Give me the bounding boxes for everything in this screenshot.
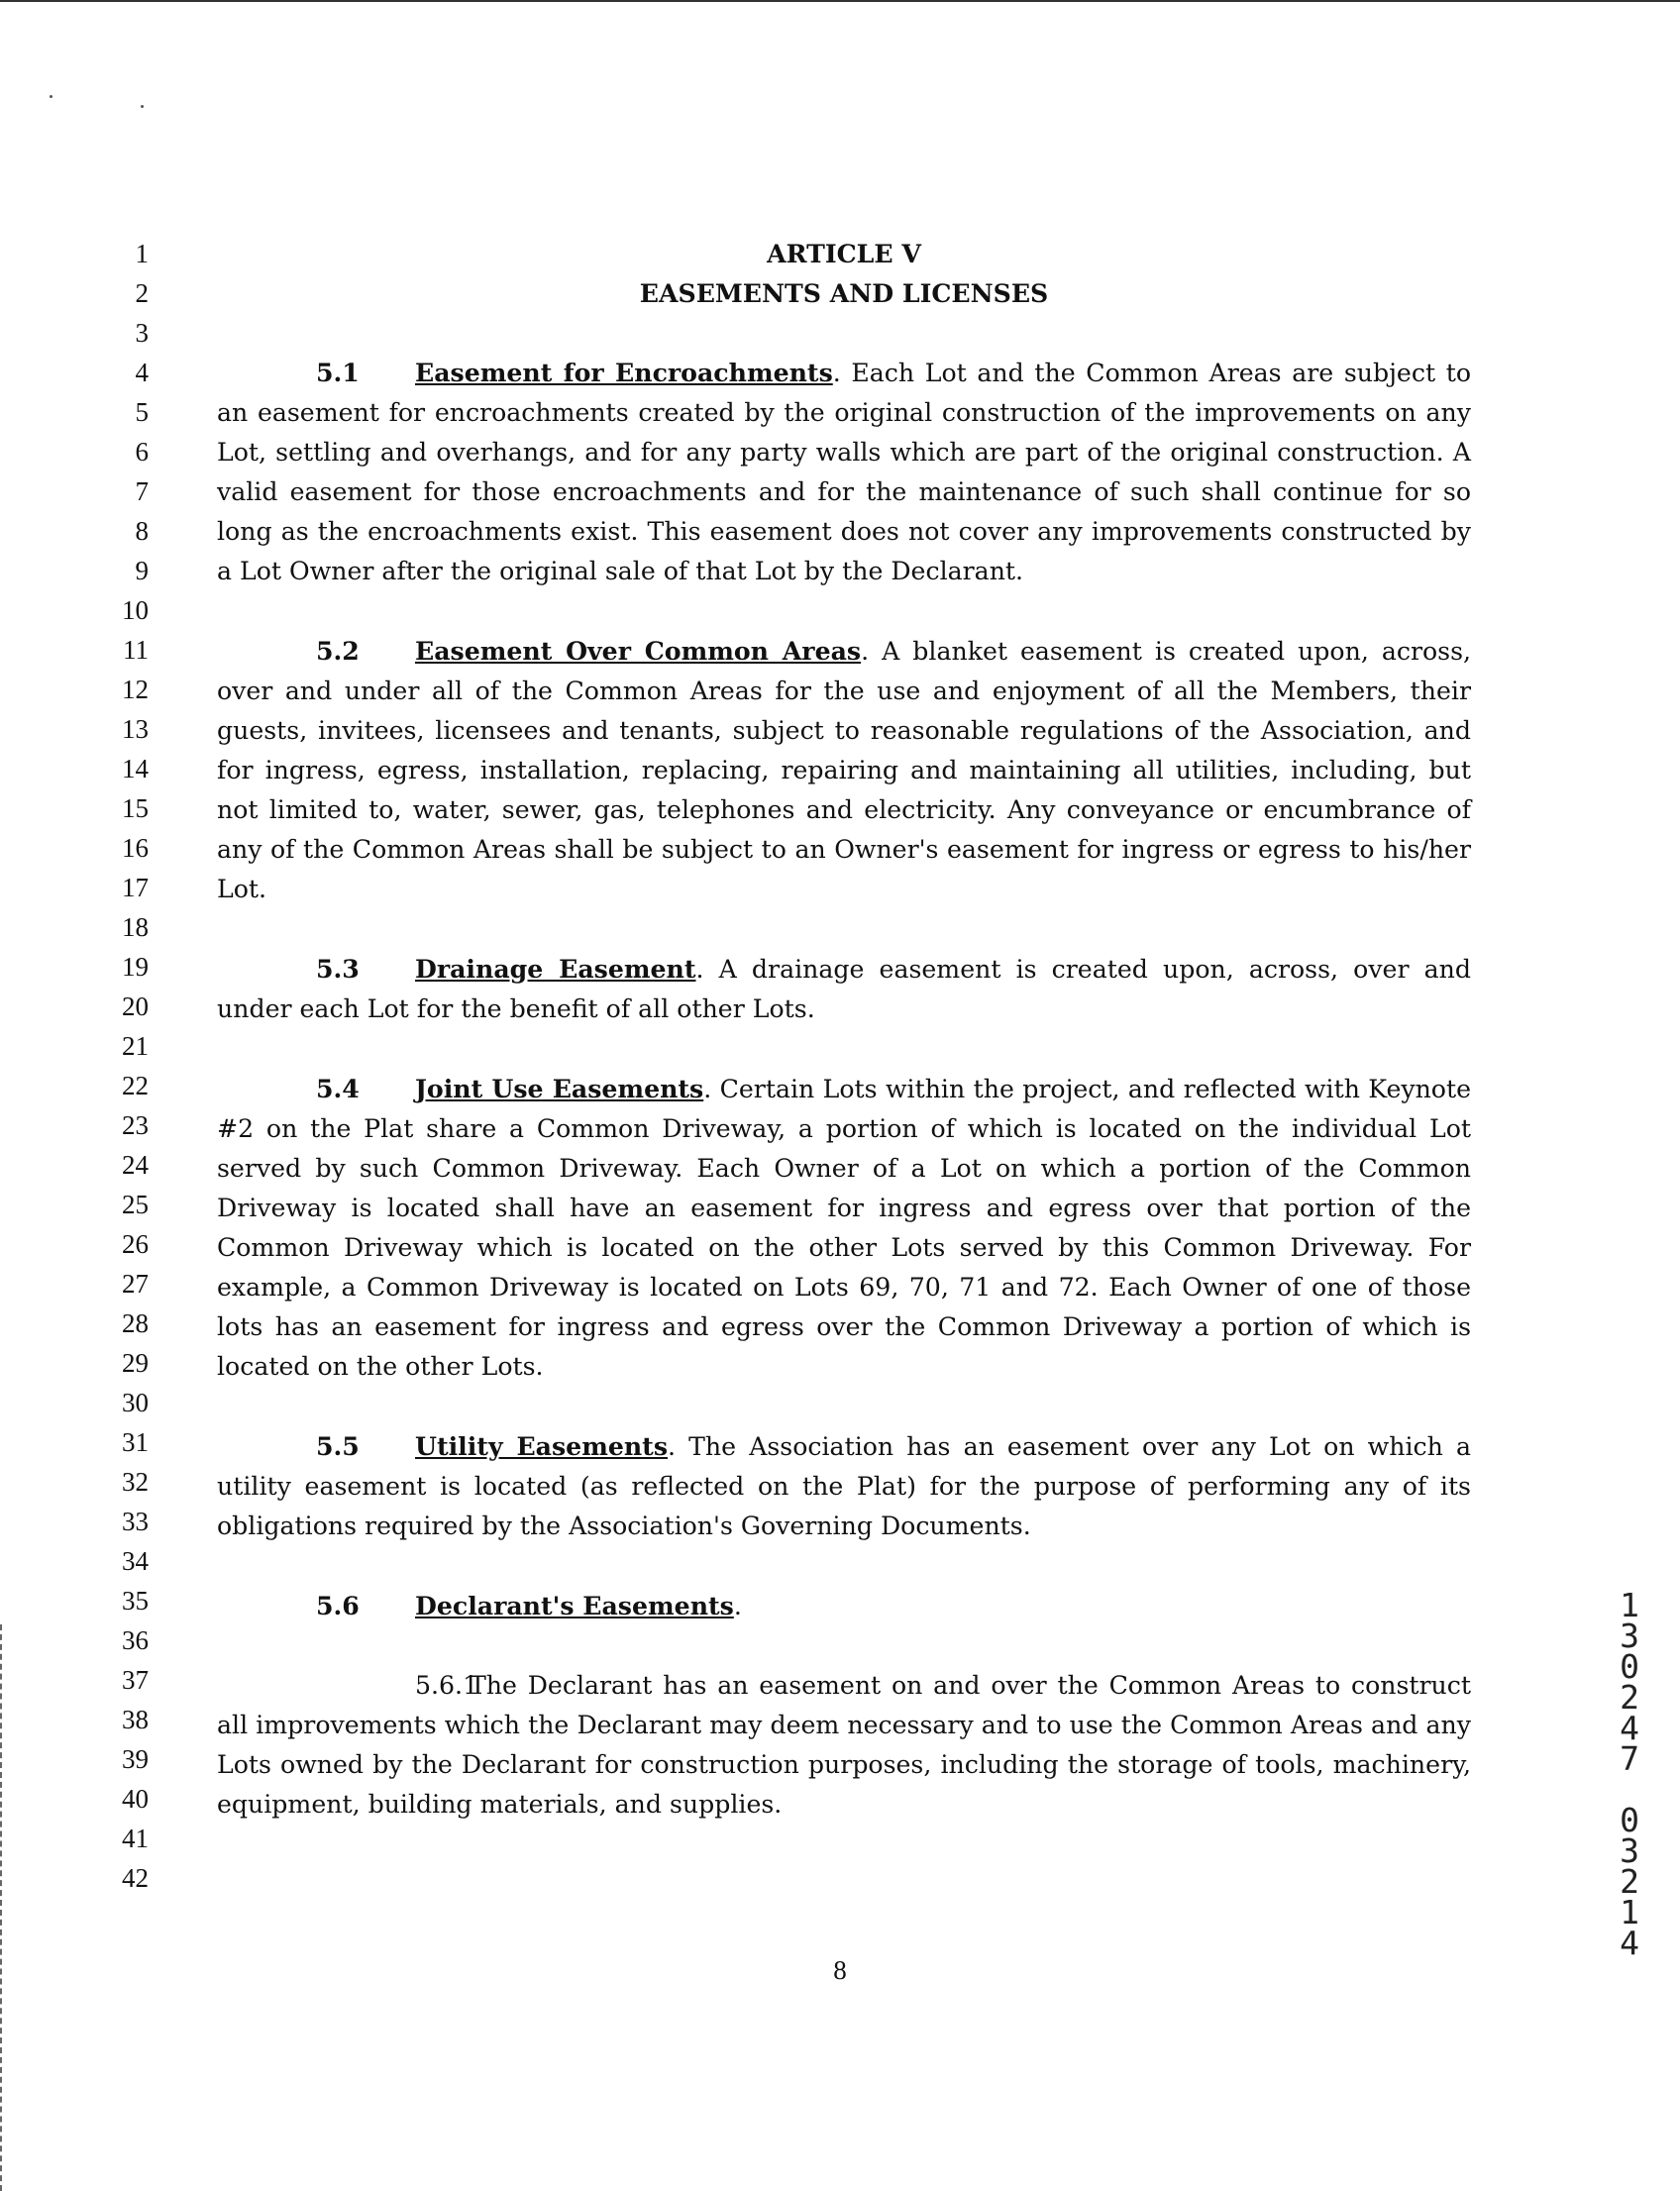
line-number: 1: [135, 239, 149, 268]
section-heading: Easement Over Common Areas: [415, 636, 862, 666]
line-number: 26: [122, 1229, 149, 1259]
line-number: 34: [122, 1546, 149, 1576]
subsection-number: 5.6.1: [415, 1671, 479, 1700]
section-5-1: [217, 353, 1471, 591]
line-number: 31: [122, 1427, 149, 1457]
section-text: . A drainage easement is created upon, across, over and under each Lot for the benefit of all other Lots.: [217, 955, 1471, 1023]
line-number: 36: [122, 1625, 149, 1655]
line-number-column: [109, 234, 149, 1898]
stamp-digit: 4: [1620, 1924, 1639, 1962]
line-number: 25: [122, 1190, 149, 1219]
subsection-5-6-1: [217, 1666, 1471, 1825]
section-5-2: [217, 631, 1471, 909]
section-text: . The Association has an easement over any Lot on which a utility easement is located (as reflected on the Plat) for the purpose of performing any of its obligations required by the Association's Governing Documents.: [217, 1432, 1471, 1540]
line-number: 6: [135, 437, 149, 467]
line-number: 4: [135, 358, 149, 387]
section-number: 5.4: [316, 1074, 360, 1103]
line-number: 15: [122, 793, 149, 823]
section-number: 5.6: [316, 1591, 360, 1620]
stamp-digit: 1: [1620, 1586, 1639, 1624]
line-number: 27: [122, 1269, 149, 1299]
line-number: 35: [122, 1586, 149, 1616]
scan-speck: [50, 95, 52, 98]
stamp-digit: 2: [1620, 1862, 1639, 1901]
line-number: 42: [122, 1863, 149, 1893]
article-title: ARTICLE V: [767, 239, 921, 268]
line-number: 37: [122, 1665, 149, 1695]
stamp-digit: 3: [1620, 1617, 1639, 1655]
recording-number-stamp: [1610, 1586, 1649, 1962]
line-number: 10: [122, 595, 149, 625]
section-heading: Declarant's Easements: [415, 1591, 734, 1620]
section-number: 5.3: [316, 954, 360, 984]
stamp-digit: 1: [1620, 1893, 1639, 1931]
section-5-6: [217, 1586, 1471, 1626]
line-number: 17: [122, 873, 149, 902]
stamp-digit: 0: [1620, 1647, 1639, 1686]
line-number: 30: [122, 1388, 149, 1417]
stamp-digit: 4: [1620, 1709, 1639, 1747]
line-number: 3: [135, 318, 149, 348]
section-number: 5.2: [316, 636, 360, 666]
section-text: . A blanket easement is created upon, across, over and under all of the Common Areas for the use and enjoyment of all the Members, their guests, invitees, licensees and tenants, subject to reasonable regulations of the Association, and for ingress, egress, installation, replacing, repairing and maintaining all utilities, including, but not limited to, water, sewer, gas, telephones and electricity. Any conveyance or encumbrance of any of the Common Areas shall be subject to an Owner's easement for ingress or egress to his/her Lot.: [217, 637, 1472, 903]
line-number: 28: [122, 1308, 149, 1338]
line-number: 7: [135, 476, 149, 506]
line-number: 12: [122, 675, 149, 704]
stamp-digit: 0: [1620, 1801, 1639, 1839]
line-number: 11: [123, 635, 149, 665]
section-5-3: [217, 949, 1471, 1029]
line-number: 20: [122, 991, 149, 1021]
line-number: 18: [122, 912, 149, 942]
section-text: . Certain Lots within the project, and reflected with Keynote #2 on the Plat share a Common Driveway, a portion of which is located on the individual Lot served by such Common Driveway. Each Owner of a Lot on which a portion of the Common Driveway is located shall have an easement for ingress and egress over that portion of the Common Driveway which is located on the other Lots served by this Common Driveway. For example, a Common Driveway is located on Lots 69, 70, 71 and 72. Each Owner of one of those lots has an easement for ingress and egress over the Common Driveway a portion of which is located on the other Lots.: [217, 1075, 1471, 1381]
line-number: 40: [122, 1784, 149, 1814]
line-number: 13: [122, 714, 149, 744]
stamp-digit: 3: [1620, 1831, 1639, 1870]
line-number: 23: [122, 1110, 149, 1140]
section-number: 5.1: [316, 358, 360, 387]
line-number: 41: [122, 1824, 149, 1853]
section-heading: Utility Easements: [415, 1431, 668, 1461]
line-number: 16: [122, 833, 149, 863]
line-number: 14: [122, 754, 149, 783]
subsection-text: The Declarant has an easement on and over the Common Areas to construct all improvements which the Declarant may deem necessary and to use the Common Areas and any Lots owned by the Declarant for construction purposes, including the storage of tools, machinery, equipment, building materials, and supplies.: [217, 1671, 1471, 1819]
document-body: [217, 234, 1471, 1825]
line-number: 33: [122, 1507, 149, 1536]
line-number: 21: [122, 1031, 149, 1061]
line-number: 22: [122, 1071, 149, 1100]
line-number: 39: [122, 1744, 149, 1774]
section-text: . Each Lot and the Common Areas are subject to an easement for encroachments created by the original construction of the improvements on any Lot, settling and overhangs, and for any party walls which are part of the original construction. A valid easement for those encroachments and for the maintenance of such shall continue for so long as the encroachments exist. This easement does not cover any improvements constructed by a Lot Owner after the original sale of that Lot by the Declarant.: [217, 359, 1471, 585]
line-number: 2: [135, 278, 149, 308]
section-heading: Easement for Encroachments: [415, 358, 833, 387]
page-number: 8: [833, 1955, 847, 1985]
section-heading: Joint Use Easements: [415, 1074, 704, 1103]
line-number: 29: [122, 1348, 149, 1378]
article-subtitle: EASEMENTS AND LICENSES: [639, 278, 1049, 308]
stamp-digit: 7: [1620, 1739, 1639, 1778]
top-border-line: [0, 0, 1680, 2]
line-number: 9: [135, 556, 149, 585]
section-5-4: [217, 1069, 1471, 1387]
line-number: 8: [135, 516, 149, 546]
line-number: 5: [135, 397, 149, 427]
section-heading: Drainage Easement: [415, 954, 696, 984]
scan-speck: [141, 105, 144, 108]
stamp-digit: 2: [1620, 1678, 1639, 1717]
section-text: .: [733, 1592, 742, 1620]
scan-edge-marks: [0, 1624, 4, 2191]
line-number: 38: [122, 1705, 149, 1734]
section-number: 5.5: [316, 1431, 360, 1461]
section-5-5: [217, 1426, 1471, 1546]
line-number: 19: [122, 952, 149, 982]
line-number: 24: [122, 1150, 149, 1180]
line-number: 32: [122, 1467, 149, 1497]
